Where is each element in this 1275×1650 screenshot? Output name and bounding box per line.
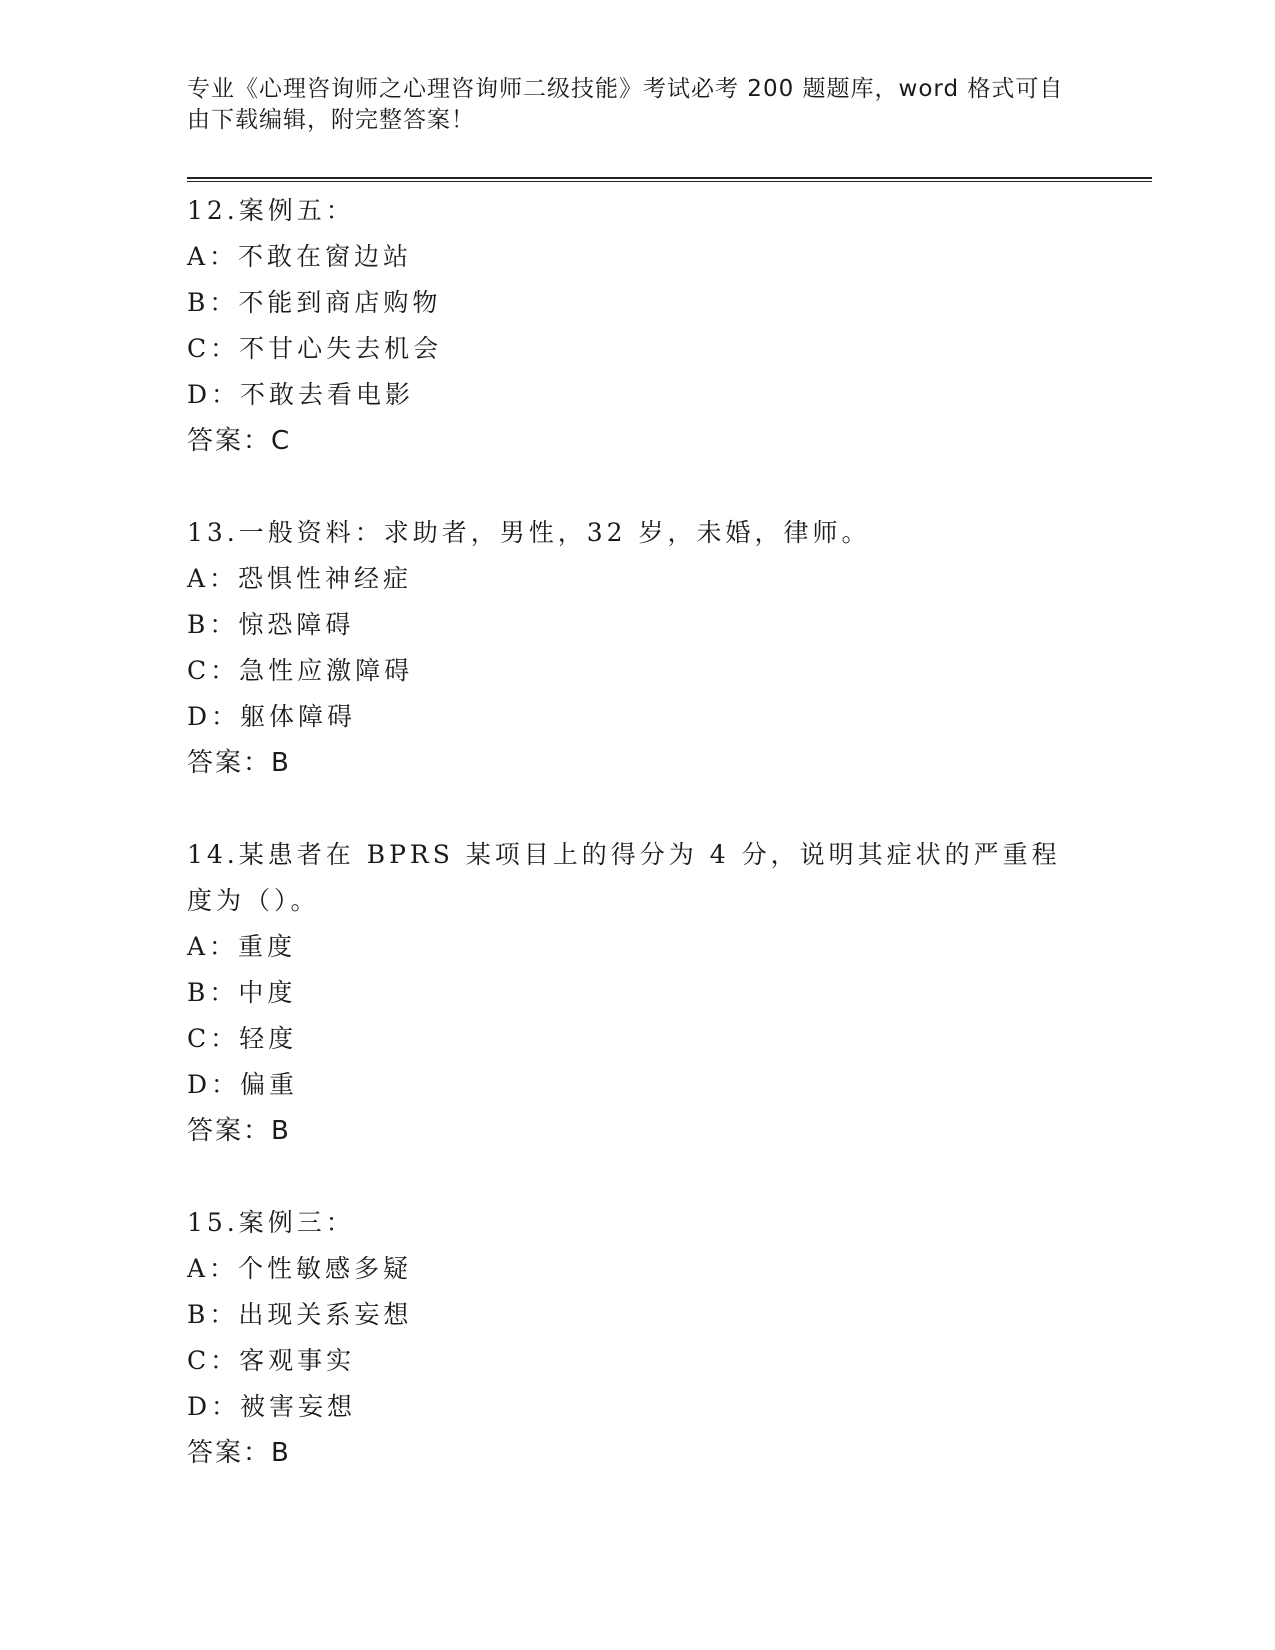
option-c: C：急性应激障碍 [187, 656, 414, 685]
option-c: C：轻度 [187, 1024, 298, 1053]
question-14 [187, 832, 1067, 1154]
option-a: A：不敢在窗边站 [187, 242, 413, 271]
header-divider-thick [187, 177, 1152, 179]
question-12 [187, 188, 1067, 464]
answer: 答案：B [187, 1438, 291, 1468]
option-c: C：客观事实 [187, 1346, 356, 1375]
answer: 答案：B [187, 1116, 291, 1146]
option-c: C：不甘心失去机会 [187, 334, 443, 363]
option-d: D：被害妄想 [187, 1392, 357, 1421]
option-d: D：偏重 [187, 1070, 299, 1099]
answer: 答案：C [187, 426, 292, 456]
option-b: B：出现关系妄想 [187, 1300, 413, 1329]
answer: 答案：B [187, 748, 291, 778]
document-header: 专业《心理咨询师之心理咨询师二级技能》考试必考 200 题题库，word 格式可自由下载编辑，附完整答案！ [187, 76, 1064, 133]
question-stem: 14.某患者在 BPRS 某项目上的得分为 4 分，说明其症状的严重程度为（）。 [187, 840, 1061, 915]
option-a: A：重度 [187, 932, 297, 961]
question-list [187, 188, 1067, 1522]
option-d: D：不敢去看电影 [187, 380, 415, 409]
option-b: B：惊恐障碍 [187, 610, 355, 639]
question-13 [187, 510, 1067, 786]
question-stem: 15.案例三： [187, 1208, 355, 1237]
option-b: B：不能到商店购物 [187, 288, 442, 317]
option-b: B：中度 [187, 978, 297, 1007]
option-a: A：恐惧性神经症 [187, 564, 413, 593]
header-divider-thin [187, 181, 1152, 182]
question-stem: 12.案例五： [187, 196, 355, 225]
option-d: D：躯体障碍 [187, 702, 357, 731]
question-15 [187, 1200, 1067, 1476]
option-a: A：个性敏感多疑 [187, 1254, 413, 1283]
question-stem: 13.一般资料：求助者，男性，32 岁，未婚，律师。 [187, 518, 871, 547]
